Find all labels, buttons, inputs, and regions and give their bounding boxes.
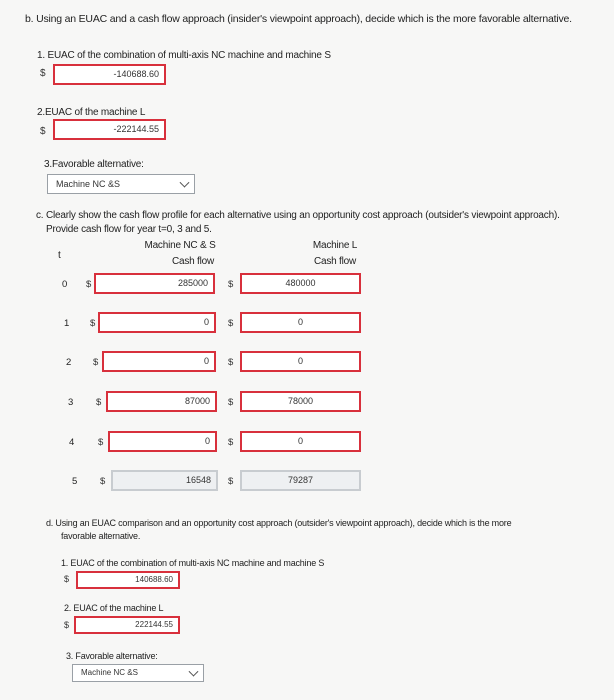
part-b-favorable-select[interactable]: [47, 174, 195, 194]
col-header-t: t: [58, 250, 61, 261]
currency-symbol: $: [64, 620, 70, 630]
part-d-q3-label: 3. Favorable alternative:: [66, 651, 158, 661]
part-d-favorable-value: Machine NC &S: [81, 668, 138, 677]
part-d-q1-label: 1. EUAC of the combination of multi-axis NC machine and machine S: [61, 558, 325, 568]
col-header-ncs-line1: Machine NC & S: [144, 240, 216, 251]
part-d-heading-line2: favorable alternative.: [61, 531, 141, 541]
year-label: 1: [64, 318, 70, 329]
ncs-cashflow-input[interactable]: 0: [102, 351, 216, 372]
part-b-q2-label: 2.EUAC of the machine L: [37, 107, 146, 118]
l-cashflow-input[interactable]: 0: [240, 312, 361, 333]
currency-symbol: $: [228, 318, 234, 329]
part-d-q2-label: 2. EUAC of the machine L: [64, 603, 164, 613]
year-label: 3: [68, 397, 74, 408]
l-cashflow-input[interactable]: 480000: [240, 273, 361, 294]
year-label: 0: [62, 279, 68, 290]
part-b-q3-label: 3.Favorable alternative:: [44, 159, 144, 170]
col-header-ncs-line2: Cash flow: [171, 256, 215, 267]
ncs-cashflow-input[interactable]: 87000: [106, 391, 217, 412]
currency-symbol: $: [228, 397, 234, 408]
l-cashflow-input[interactable]: 0: [240, 431, 361, 452]
year-label: 4: [69, 437, 75, 448]
part-c-heading: c. Clearly show the cash flow profile for each alternative using an opportunity cost approach (outsider's viewpoint approach).: [36, 210, 560, 221]
currency-symbol: $: [86, 279, 92, 290]
currency-symbol: $: [98, 437, 104, 448]
l-cashflow-input[interactable]: 78000: [240, 391, 361, 412]
l-cashflow-input[interactable]: 79287: [240, 470, 361, 491]
part-b-favorable-value: Machine NC &S: [56, 179, 121, 189]
ncs-cashflow-input[interactable]: 0: [108, 431, 217, 452]
currency-symbol: $: [228, 437, 234, 448]
part-b-euac-l-input[interactable]: -222144.55: [53, 119, 166, 140]
currency-symbol: $: [228, 357, 234, 368]
currency-symbol: $: [228, 279, 234, 290]
currency-symbol: $: [96, 397, 102, 408]
currency-symbol: $: [228, 476, 234, 487]
part-c-subheading: Provide cash flow for year t=0, 3 and 5.: [46, 224, 212, 235]
currency-symbol: $: [40, 126, 46, 137]
col-header-l-line1: Machine L: [312, 240, 358, 251]
ncs-cashflow-input[interactable]: 16548: [111, 470, 218, 491]
col-header-l-line2: Cash flow: [313, 256, 357, 267]
currency-symbol: $: [93, 357, 99, 368]
part-b-heading: b. Using an EUAC and a cash flow approach (insider's viewpoint approach), decide which is the more favorable alternative.: [25, 13, 572, 25]
currency-symbol: $: [64, 574, 70, 584]
part-d-favorable-select[interactable]: [72, 664, 204, 682]
currency-symbol: $: [40, 68, 46, 79]
currency-symbol: $: [100, 476, 106, 487]
part-d-heading-line1: d. Using an EUAC comparison and an opportunity cost approach (outsider's viewpoint approach), decide which is the more: [46, 518, 512, 528]
part-b-euac-ncs-input[interactable]: -140688.60: [53, 64, 166, 85]
year-label: 5: [72, 476, 78, 487]
year-label: 2: [66, 357, 72, 368]
currency-symbol: $: [90, 318, 96, 329]
chevron-down-icon: [189, 667, 199, 677]
l-cashflow-input[interactable]: 0: [240, 351, 361, 372]
part-d-euac-ncs-input[interactable]: 140688.60: [76, 571, 180, 589]
part-d-euac-l-input[interactable]: 222144.55: [74, 616, 180, 634]
ncs-cashflow-input[interactable]: 285000: [94, 273, 215, 294]
part-b-q1-label: 1. EUAC of the combination of multi-axis NC machine and machine S: [37, 50, 331, 61]
ncs-cashflow-input[interactable]: 0: [98, 312, 216, 333]
chevron-down-icon: [180, 178, 190, 188]
